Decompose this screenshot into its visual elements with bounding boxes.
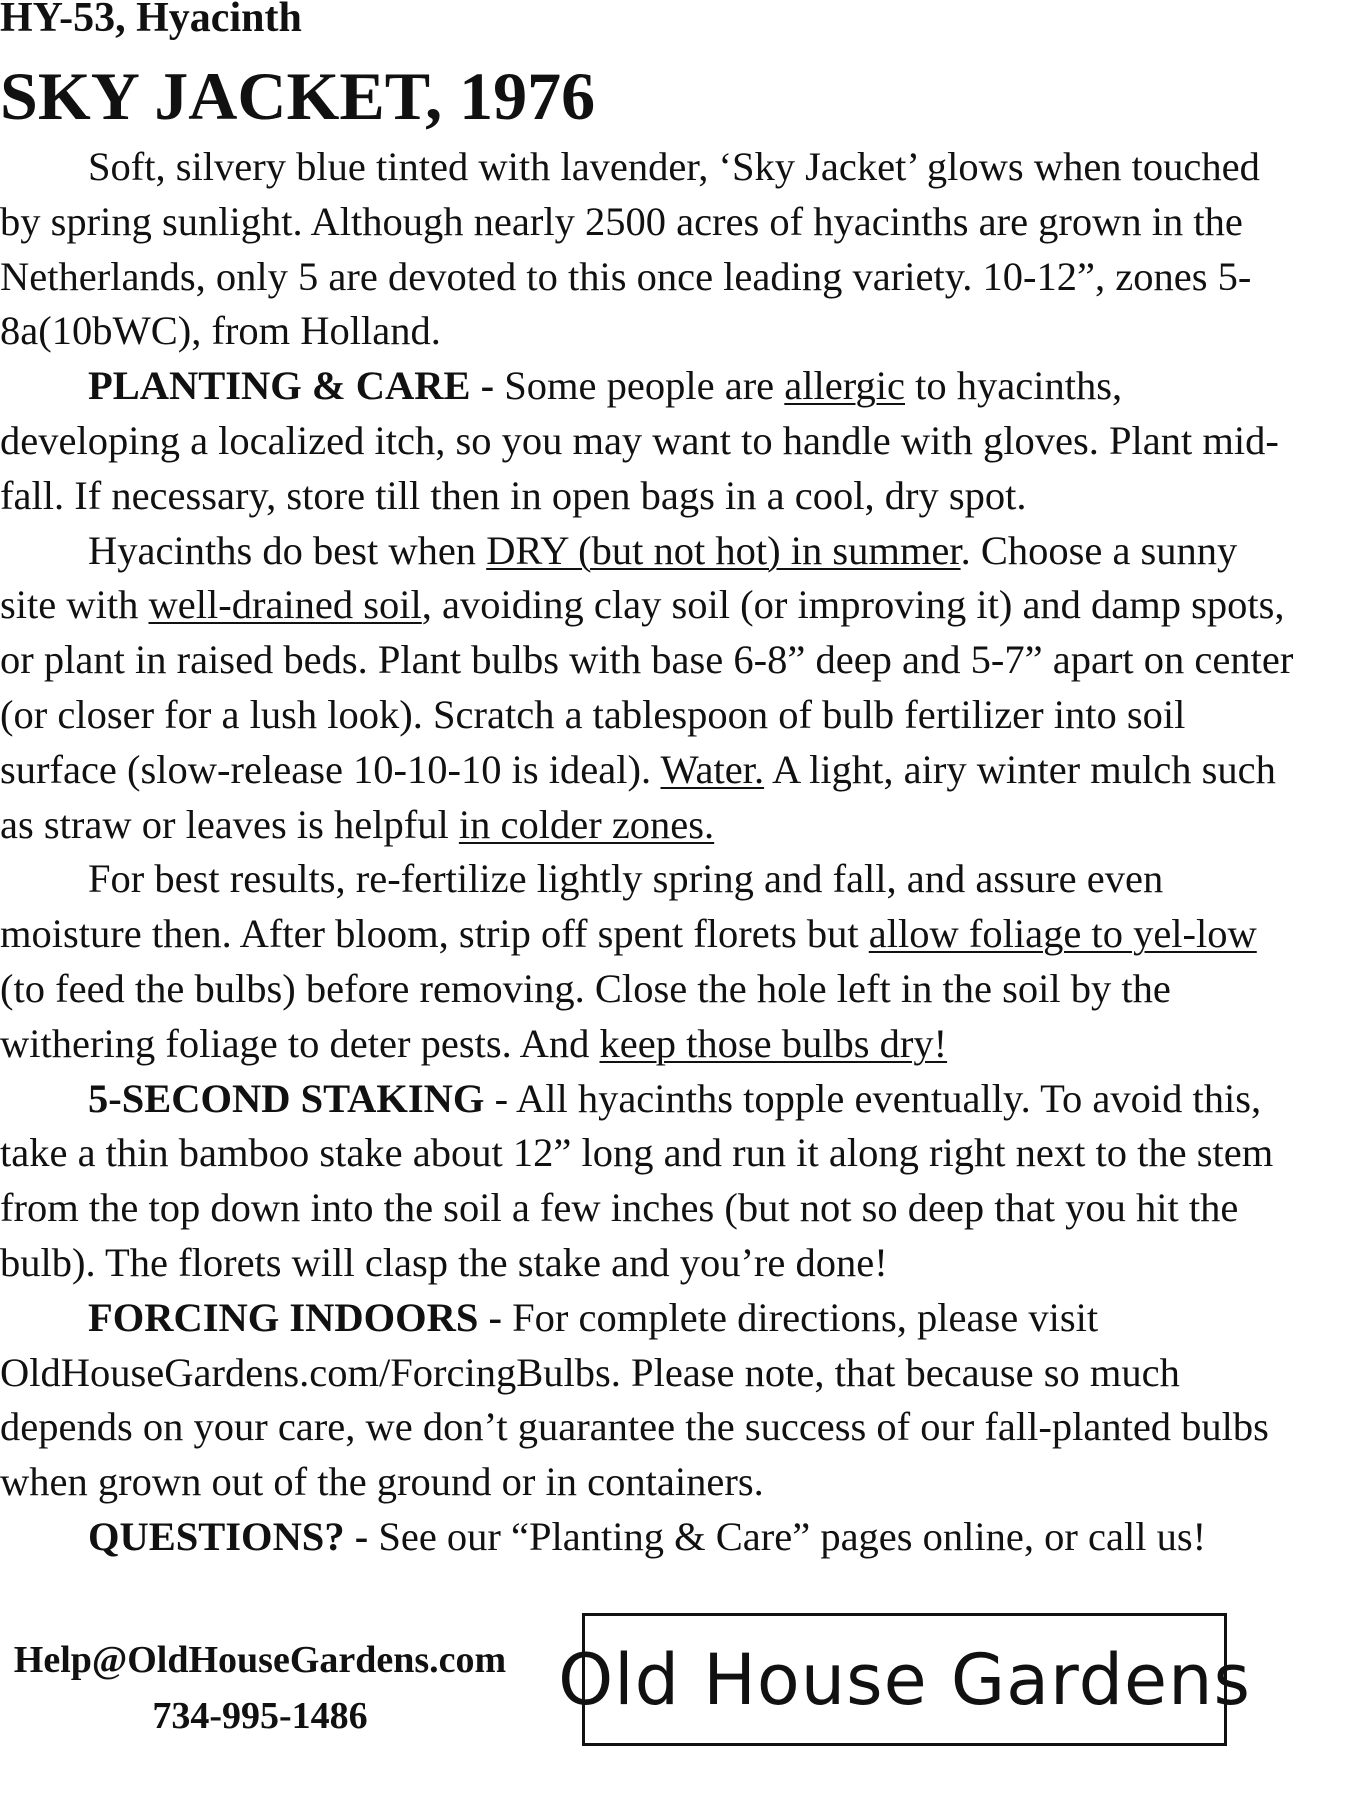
page-title: SKY JACKET, 1976 (0, 58, 596, 134)
colder-zones-underline: in colder zones. (458, 801, 715, 847)
planting-care-heading: PLANTING & CARE - (88, 363, 495, 409)
staking-text: - All hyacinths topple eventually. To avoid this, take a thin bamboo stake about 12” long and run it along right next to the stem from the top down into the soil a few inches (but not so deep that you hit the bulb). The florets will clasp the stake and you’re done! (0, 1075, 1274, 1285)
logo-text: Old House Gardens (558, 1638, 1251, 1721)
keep-bulbs-dry-underline: keep those bulbs dry! (599, 1020, 948, 1066)
dry-text-2: . Choose a sunny site with (0, 527, 1238, 628)
body-text (0, 140, 1300, 1565)
well-drained-underline: well-drained soil (148, 582, 422, 628)
forcing-heading: FORCING INDOORS - (88, 1294, 503, 1340)
best-results-paragraph (0, 852, 1300, 1071)
email-link[interactable]: Help@OldHouseGardens.com (13, 1639, 507, 1681)
planting-text-2: to hyacinths, developing a localized itch, so you may want to handle with gloves. Plant mid-fall. If necessary, store till then in open bags in a cool, dry spot. (0, 363, 1279, 518)
dry-text-1: Hyacinths do best when (88, 527, 487, 573)
contact-block (0, 1632, 520, 1744)
intro-text: Soft, silvery blue tinted with lavender, ‘Sky Jacket’ glows when touched by spring sunlight. Although nearly 2500 acres of hyacinths are grown in the Netherlands, only 5 are devoted to this once leading variety. 10-12”, zones 5-8a(10bWC), from Holland. (0, 144, 1260, 354)
forcing-text: For complete directions, please visit OldHouseGardens.com/ForcingBulbs. Please note, that because so much depends on your care, we don’t guarantee the success of our fall-planted bulbs when grown out of the ground or in containers. (0, 1294, 1269, 1505)
questions-text: See our “Planting & Care” pages online, or call us! (368, 1513, 1207, 1559)
questions-heading: QUESTIONS? - (88, 1513, 369, 1559)
questions-paragraph (0, 1510, 1300, 1565)
results-text-2: (to feed the bulbs) before removing. Close the hole left in the soil by the withering foliage to deter pests. And (0, 965, 1171, 1066)
forcing-paragraph (0, 1291, 1300, 1510)
allergic-underline: allergic (784, 363, 905, 409)
dry-summer-underline: DRY (but not hot) in summer (486, 527, 961, 573)
dry-summer-paragraph (0, 524, 1300, 853)
planting-text-1: Some people are (494, 363, 785, 409)
staking-paragraph (0, 1072, 1300, 1291)
results-text-1: For best results, re-fertilize lightly spring and fall, and assure even moisture then. After bloom, strip off spent florets but (0, 856, 1164, 957)
planting-care-paragraph (0, 359, 1300, 523)
product-code: HY-53, Hyacinth (0, 0, 302, 41)
water-underline: Water. (660, 746, 765, 792)
dry-text-4: A light, airy winter mulch such as straw or leaves is helpful (0, 746, 1276, 847)
intro-paragraph (0, 140, 1300, 359)
phone-number: 734-995-1486 (152, 1695, 368, 1737)
logo-box (558, 1613, 1251, 1746)
dry-text-3: , avoiding clay soil (or improving it) and damp spots, or plant in raised beds. Plant bulbs with base 6-8” deep and 5-7” apart on center (or closer for a lush look). Scratch a tablespoon of bulb fertilizer into soil surface (slow-release 10-10-10 is ideal). (0, 582, 1294, 792)
allow-foliage-underline: allow foliage to yel-low (868, 911, 1257, 957)
staking-heading: 5-SECOND STAKING (88, 1075, 485, 1121)
